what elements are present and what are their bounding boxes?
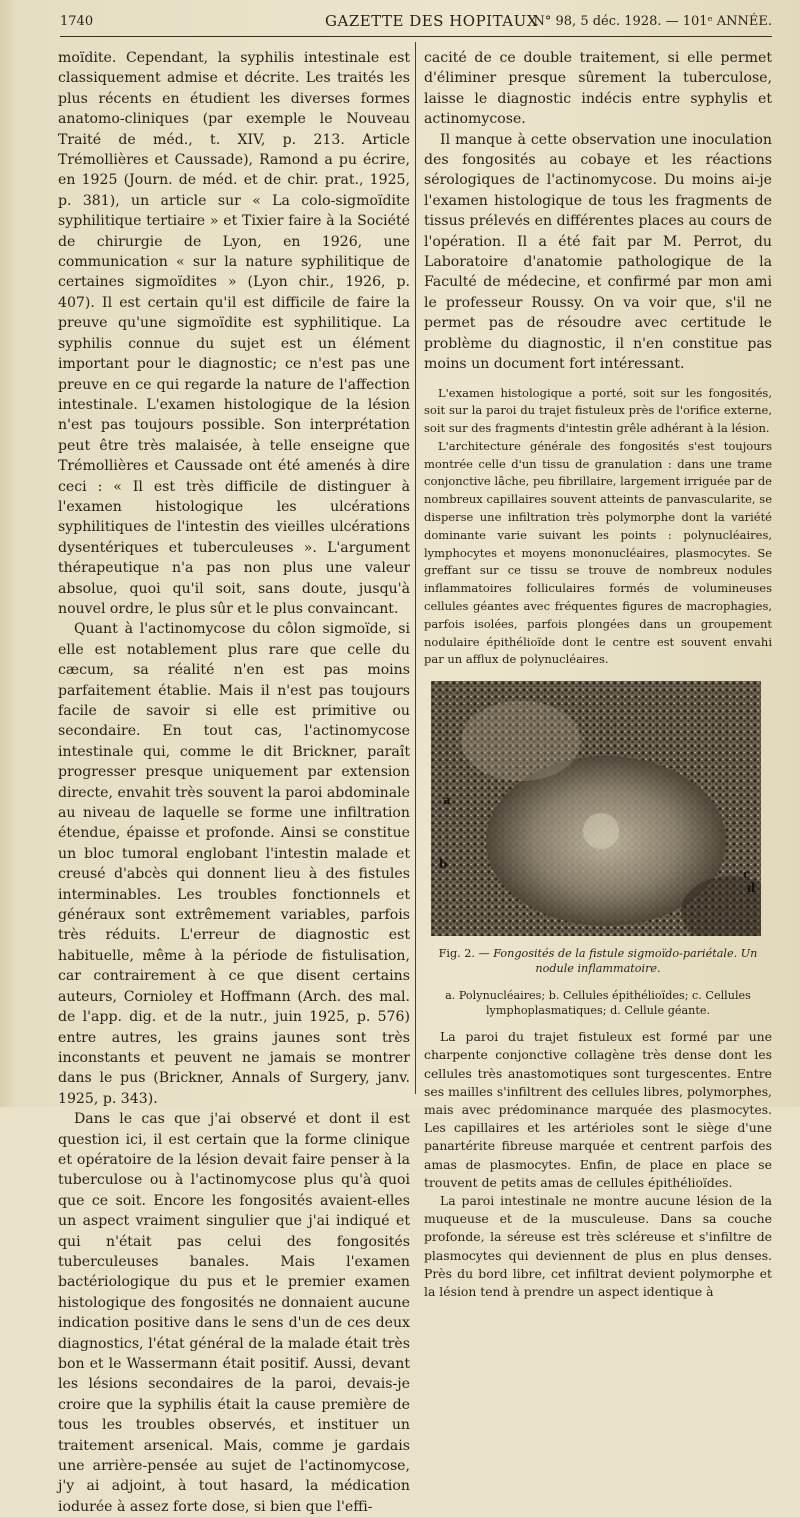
paragraph: moïdite. Cependant, la syphilis intestinale est classiquement admise et décrite. Les traités les plus récents en étudient les diverses formes anatomo-cliniques (par exemple le Nouveau Traité de méd., t. XIV, p. 213. Article Trémollières et Caussade), Ramond a pu écrire, en 1925 (Journ. de méd. et de chir. prat., 1925, p. 381), un article sur « La colo-sigmoïdite syphilitique tertiaire » et Tixier faire à la Société de chirurgie de Lyon, en 1926, une communication « sur la nature syphilitique de certaines sigmoïdites » (Lyon chir., 1926, p. 407). Il est certain qu'il est difficile de faire la preuve qu'une sigmoïdite est syphilitique. La syphilis connue du sujet est un élément important pour le diagnostic; ce n'est pas une preuve en ce qui regarde la nature de l'affection intestinale. L'examen histologique de la lésion n'est pas toujours possible. Son interprétation peut être très malaisée, à telle enseigne que Trémollières et Caussade ont été amenés à dire ceci : « Il est très difficile de distinguer à l'examen histologique les ulcérations syphilitiques de l'intestin des vieilles ulcérations dysentériques et tuberculeuses ». L'argument thérapeutique n'a pas non plus une valeur absolue, quoi qu'il soit, sans doute, jusqu'à nouvel ordre, le plus sûr et le plus convaincant.: [58, 50, 410, 617]
paragraph: Quant à l'actinomycose du côlon sigmoïde, si elle est notablement plus rare que celle du cæcum, sa réalité n'en est pas moins parfaitement établie. Mais il n'est pas toujours facile de savoir si elle est primitive ou secondaire. En tout cas, l'actinomycose intestinale qui, comme le dit Brickner, paraît progresser presque uniquement par extension directe, envahit très souvent la paroi abdominale au niveau de laquelle se forme une infiltration étendue, épaisse et profonde. Ainsi se constitue un bloc tumoral englobant l'intestin malade et creusé d'abcès qui donnent lieu à des fistules interminables. Les troubles fonctionnels et généraux sont extrêmement variables, parfois très réduits. L'erreur de diagnostic est habituelle, même à la période de fistulisation, car contrairement à ce que disent certains auteurs, Cornioley et Hoffmann (Arch. des mal. de l'app. dig. et de la nutr., juin 1925, p. 576) entre autres, les grains jaunes sont très inconstants et peuvent ne jamais se montrer dans le pus (Brickner, Annals of Surgery, janv. 1925, p. 343).: [58, 621, 410, 1107]
paragraph: Dans le cas que j'ai observé et dont il est question ici, il est certain que la forme clinique et opératoire de la lésion devait faire penser à la tuberculose ou à l'actinomycose plus qu'à quoi que ce soit. Encore les fongosités avaient-elles un aspect vraiment singulier que j'ai indiqué et qui n'était pas celui des fongosités tuberculeuses banales. Mais l'examen bactériologique du pus et le premier examen histologique des fongosités ne donnaient aucune indication positive dans le sens d'un de ces deux diagnostics, l'état général de la malade était très bon et le Wassermann était positif. Aussi, devant les lésions secondaires de la paroi, devais-je croire que la syphilis était la cause première de tous les troubles observés, et instituer un traitement arsenical. Mais, comme je gardais une arrière-pensée au sujet de l'actinomycose, j'y ai adjoint, à tout hasard, la médication iodurée à assez forte dose, si bien que l'effi-: [58, 1111, 410, 1515]
paragraph: La paroi du trajet fistuleux est formé par une charpente conjonctive collagène très dense dont les cellules très anastomotiques sont turgescentes. Entre ses mailles s'infiltrent des cellules libres, polymorphes, mais avec prédominance marquée des plasmocytes. Les capillaires et les artérioles sont le siège d'une panartérite fibreuse marquée et centrent parfois des amas de plasmocytes. Enfin, de place en place se trouvent de petits amas de cellules épithélioïdes.: [424, 1029, 772, 1190]
figure-number: Fig. 2.: [438, 947, 475, 961]
right-column: [424, 48, 772, 1301]
page-header: [60, 10, 772, 37]
figure-caption: [424, 946, 772, 976]
column-divider: [415, 42, 416, 1094]
issue-info: N° 98, 5 déc. 1928. — 101ᵉ ANNÉE.: [533, 14, 772, 29]
paragraph: L'examen histologique a porté, soit sur les fongosités, soit sur la paroi du trajet fistuleux près de l'orifice externe, soit sur des fragments d'intestin grêle adhérant à la lésion.: [424, 385, 772, 436]
figure-label-d: d: [747, 881, 756, 896]
journal-title: GAZETTE DES HOPITAUX: [325, 12, 538, 30]
histology-micrograph: [431, 681, 761, 936]
left-column: [58, 48, 410, 1517]
figure-label-c: c: [743, 867, 751, 882]
paragraph: La paroi intestinale ne montre aucune lésion de la muqueuse et de la musculeuse. Dans sa couche profonde, la séreuse est très scléreuse et s'infiltre de plasmocytes qui deviennent de plus en plus denses. Près du bord libre, cet infiltrat devient polymorphe et la lésion tend à prendre un aspect identique à: [424, 1193, 772, 1300]
page-number: 1740: [60, 14, 94, 29]
figure-title: — Fongosités de la fistule sigmoïdo-pariétale. Un nodule inflammatoire.: [478, 947, 758, 976]
paragraph: cacité de ce double traitement, si elle permet d'éliminer presque sûrement la tuberculose, laisse le diagnostic indécis entre syphylis et actinomycose.: [424, 50, 772, 128]
paragraph: L'architecture générale des fongosités s'est toujours montrée celle d'un tissu de granulation : dans une trame conjonctive lâche, peu fibrillaire, largement irriguée par de nombreux capillaires souvent atteints de panvascularite, se disperse une infiltration très polymorphe dont la variété dominante varie suivant les points : polynucléaires, lymphocytes et moyens mononucléaires, plasmocytes. Se greffant sur ce tissu se trouve de nombreux nodules inflammatoires folliculaires formés de volumineuses cellules géantes avec fréquentes figures de macrophagies, parfois isolées, parfois plongées dans un groupement nodulaire épithélioïde dont le centre est souvent envahi par un afflux de polynucléaires.: [424, 438, 772, 667]
paragraph: Il manque à cette observation une inoculation des fongosités au cobaye et les réactions sérologiques de l'actinomycose. Du moins ai-je l'examen histologique de tous les fragments de tissus prélevés en différentes places au cours de l'opération. Il a été fait par M. Perrot, du Laboratoire d'anatomie pathologique de la Faculté de médecine, et confirmé par mon ami le professeur Roussy. On va voir que, s'il ne permet pas de résoudre avec certitude le problème du diagnostic, il n'en constitue pas moins un document fort intéressant.: [424, 131, 772, 373]
figure-label-a: a: [443, 793, 451, 808]
figure-label-b: b: [439, 857, 448, 872]
micrograph-image: [431, 681, 761, 936]
figure-legend: a. Polynucléaires; b. Cellules épithélioïdes; c. Cellules lymphoplasmatiques; d. Cellule géante.: [445, 989, 751, 1018]
